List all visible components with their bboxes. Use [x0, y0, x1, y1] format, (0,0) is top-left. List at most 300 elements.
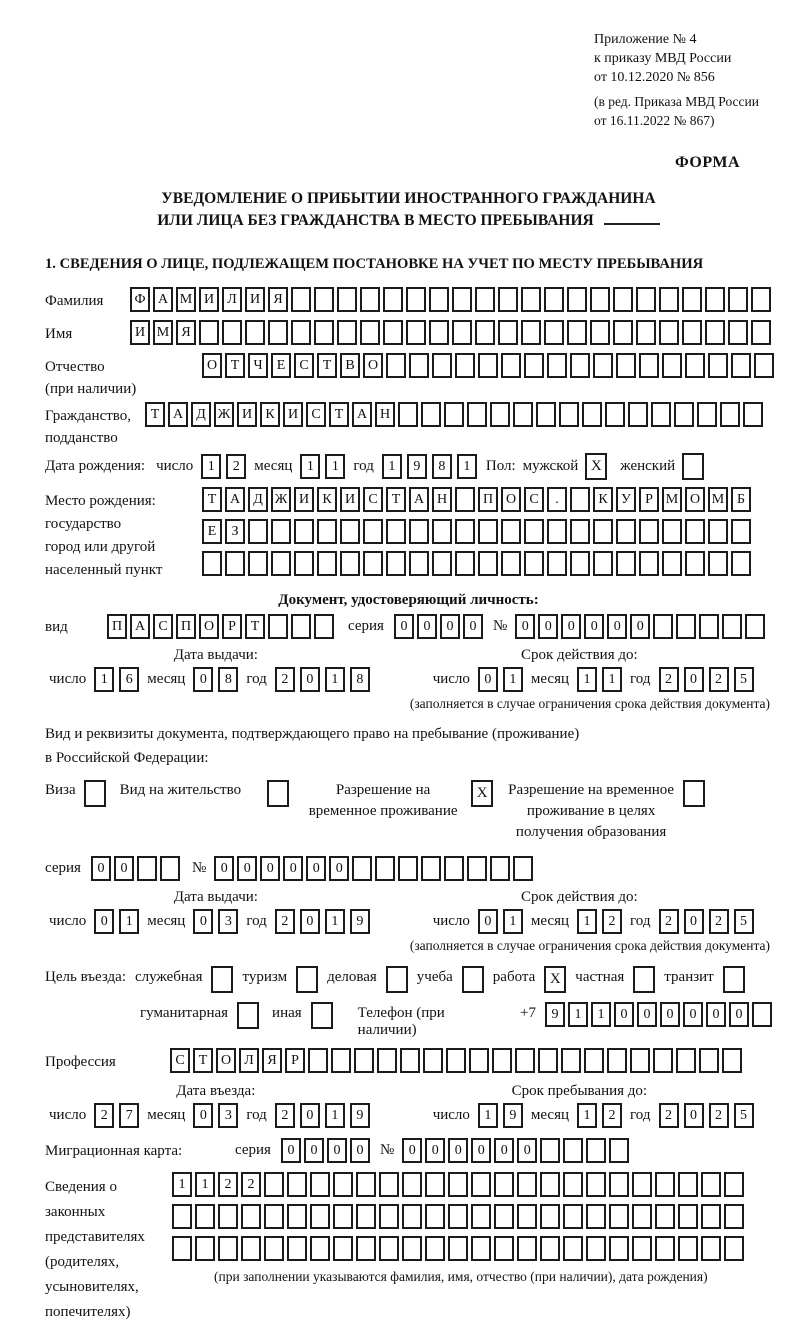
char-box[interactable]	[379, 1236, 399, 1261]
char-box[interactable]	[432, 519, 452, 544]
char-box[interactable]	[593, 519, 613, 544]
char-box[interactable]	[722, 614, 742, 639]
char-box[interactable]: Е	[271, 353, 291, 378]
char-box[interactable]: Т	[386, 487, 406, 512]
checkbox-temp-residence-education[interactable]	[683, 780, 705, 807]
char-box[interactable]	[743, 402, 763, 427]
char-box[interactable]	[400, 1048, 420, 1073]
char-box[interactable]: 0	[684, 1103, 704, 1128]
char-box[interactable]	[639, 519, 659, 544]
char-box[interactable]: 1	[172, 1172, 192, 1197]
char-box[interactable]: 2	[275, 667, 295, 692]
char-box[interactable]	[199, 320, 219, 345]
char-box[interactable]: 1	[568, 1002, 588, 1027]
char-box[interactable]: И	[294, 487, 314, 512]
char-box[interactable]	[340, 551, 360, 576]
checkbox-purpose-private[interactable]	[633, 966, 655, 993]
char-box[interactable]: 6	[119, 667, 139, 692]
char-box[interactable]: Б	[731, 487, 751, 512]
char-box[interactable]	[475, 287, 495, 312]
char-box[interactable]	[751, 320, 771, 345]
char-box[interactable]	[751, 287, 771, 312]
checkbox-residence-permit[interactable]	[267, 780, 289, 807]
char-box[interactable]: 0	[281, 1138, 301, 1163]
char-box[interactable]	[538, 1048, 558, 1073]
char-box[interactable]	[310, 1172, 330, 1197]
char-box[interactable]	[264, 1172, 284, 1197]
char-box[interactable]	[248, 551, 268, 576]
char-box[interactable]	[271, 551, 291, 576]
char-box[interactable]	[331, 1048, 351, 1073]
char-box[interactable]	[582, 402, 602, 427]
char-box[interactable]	[294, 551, 314, 576]
char-box[interactable]: 0	[561, 614, 581, 639]
char-box[interactable]: Л	[239, 1048, 259, 1073]
char-box[interactable]	[517, 1236, 537, 1261]
char-box[interactable]	[731, 519, 751, 544]
char-box[interactable]: 0	[706, 1002, 726, 1027]
char-box[interactable]: Я	[176, 320, 196, 345]
char-box[interactable]	[609, 1138, 629, 1163]
char-box[interactable]	[662, 519, 682, 544]
char-box[interactable]	[492, 1048, 512, 1073]
char-box[interactable]	[386, 519, 406, 544]
char-box[interactable]	[701, 1204, 721, 1229]
char-box[interactable]: П	[107, 614, 127, 639]
char-box[interactable]	[402, 1204, 422, 1229]
char-box[interactable]	[409, 519, 429, 544]
char-box[interactable]: 2	[241, 1172, 261, 1197]
char-box[interactable]	[632, 1236, 652, 1261]
char-box[interactable]	[517, 1172, 537, 1197]
char-box[interactable]: Ч	[248, 353, 268, 378]
char-box[interactable]	[570, 519, 590, 544]
char-box[interactable]: С	[153, 614, 173, 639]
char-box[interactable]	[570, 487, 590, 512]
char-box[interactable]	[333, 1204, 353, 1229]
char-box[interactable]: 2	[275, 909, 295, 934]
char-box[interactable]	[452, 287, 472, 312]
checkbox-temp-residence[interactable]: X	[471, 780, 493, 807]
char-box[interactable]: 7	[119, 1103, 139, 1128]
char-box[interactable]: 0	[306, 856, 326, 881]
char-box[interactable]	[720, 402, 740, 427]
char-box[interactable]: 0	[660, 1002, 680, 1027]
char-box[interactable]	[475, 320, 495, 345]
char-box[interactable]	[310, 1204, 330, 1229]
char-box[interactable]	[314, 287, 334, 312]
char-box[interactable]: О	[216, 1048, 236, 1073]
char-box[interactable]	[609, 1236, 629, 1261]
char-box[interactable]	[544, 287, 564, 312]
checkbox-visa[interactable]	[84, 780, 106, 807]
char-box[interactable]	[524, 353, 544, 378]
char-box[interactable]	[559, 402, 579, 427]
char-box[interactable]	[655, 1204, 675, 1229]
char-box[interactable]	[567, 320, 587, 345]
char-box[interactable]: Я	[268, 287, 288, 312]
char-box[interactable]	[425, 1172, 445, 1197]
char-box[interactable]: М	[176, 287, 196, 312]
char-box[interactable]	[467, 856, 487, 881]
char-box[interactable]	[333, 1172, 353, 1197]
char-box[interactable]: К	[260, 402, 280, 427]
char-box[interactable]: 9	[350, 909, 370, 934]
char-box[interactable]	[444, 402, 464, 427]
char-box[interactable]	[444, 856, 464, 881]
char-box[interactable]: Е	[202, 519, 222, 544]
char-box[interactable]: 8	[432, 454, 452, 479]
char-box[interactable]	[651, 402, 671, 427]
char-box[interactable]: О	[202, 353, 222, 378]
char-box[interactable]: 2	[226, 454, 246, 479]
char-box[interactable]: 0	[478, 909, 498, 934]
char-box[interactable]	[659, 320, 679, 345]
char-box[interactable]	[745, 614, 765, 639]
char-box[interactable]	[471, 1236, 491, 1261]
char-box[interactable]	[360, 287, 380, 312]
char-box[interactable]	[409, 551, 429, 576]
char-box[interactable]	[630, 1048, 650, 1073]
char-box[interactable]: Н	[375, 402, 395, 427]
char-box[interactable]: 9	[350, 1103, 370, 1128]
char-box[interactable]: М	[153, 320, 173, 345]
char-box[interactable]: 0	[538, 614, 558, 639]
char-box[interactable]: О	[363, 353, 383, 378]
char-box[interactable]	[271, 519, 291, 544]
char-box[interactable]: 2	[709, 667, 729, 692]
char-box[interactable]	[586, 1172, 606, 1197]
char-box[interactable]	[561, 1048, 581, 1073]
char-box[interactable]	[478, 551, 498, 576]
char-box[interactable]: 0	[478, 667, 498, 692]
char-box[interactable]	[471, 1204, 491, 1229]
char-box[interactable]: 0	[517, 1138, 537, 1163]
char-box[interactable]: К	[593, 487, 613, 512]
char-box[interactable]	[521, 287, 541, 312]
char-box[interactable]: П	[478, 487, 498, 512]
char-box[interactable]	[697, 402, 717, 427]
char-box[interactable]: В	[340, 353, 360, 378]
char-box[interactable]	[195, 1236, 215, 1261]
char-box[interactable]	[682, 287, 702, 312]
char-box[interactable]	[701, 1236, 721, 1261]
char-box[interactable]	[402, 1236, 422, 1261]
char-box[interactable]	[356, 1204, 376, 1229]
char-box[interactable]: И	[245, 287, 265, 312]
char-box[interactable]	[287, 1236, 307, 1261]
char-box[interactable]: 1	[94, 667, 114, 692]
char-box[interactable]	[540, 1138, 560, 1163]
char-box[interactable]	[471, 1172, 491, 1197]
char-box[interactable]	[584, 1048, 604, 1073]
char-box[interactable]: 1	[577, 909, 597, 934]
char-box[interactable]: 0	[684, 667, 704, 692]
char-box[interactable]: 0	[193, 1103, 213, 1128]
char-box[interactable]	[685, 353, 705, 378]
char-box[interactable]: 1	[195, 1172, 215, 1197]
char-box[interactable]	[699, 614, 719, 639]
char-box[interactable]: 2	[602, 1103, 622, 1128]
char-box[interactable]	[375, 856, 395, 881]
char-box[interactable]	[678, 1204, 698, 1229]
char-box[interactable]	[628, 402, 648, 427]
char-box[interactable]	[425, 1236, 445, 1261]
char-box[interactable]	[264, 1236, 284, 1261]
char-box[interactable]: О	[199, 614, 219, 639]
checkbox-purpose-business[interactable]	[386, 966, 408, 993]
char-box[interactable]: Р	[639, 487, 659, 512]
char-box[interactable]	[490, 856, 510, 881]
char-box[interactable]: 0	[683, 1002, 703, 1027]
char-box[interactable]: 0	[193, 909, 213, 934]
char-box[interactable]: 3	[218, 1103, 238, 1128]
char-box[interactable]	[398, 856, 418, 881]
char-box[interactable]: И	[340, 487, 360, 512]
checkbox-purpose-other[interactable]	[311, 1002, 333, 1029]
char-box[interactable]: 1	[201, 454, 221, 479]
char-box[interactable]	[701, 1172, 721, 1197]
char-box[interactable]	[540, 1204, 560, 1229]
char-box[interactable]: 1	[325, 1103, 345, 1128]
char-box[interactable]: 0	[300, 1103, 320, 1128]
char-box[interactable]: С	[294, 353, 314, 378]
char-box[interactable]: 0	[494, 1138, 514, 1163]
char-box[interactable]: 0	[729, 1002, 749, 1027]
char-box[interactable]	[469, 1048, 489, 1073]
char-box[interactable]: 1	[300, 454, 320, 479]
char-box[interactable]: 0	[584, 614, 604, 639]
char-box[interactable]	[708, 519, 728, 544]
char-box[interactable]: 1	[457, 454, 477, 479]
char-box[interactable]	[605, 402, 625, 427]
char-box[interactable]: О	[685, 487, 705, 512]
char-box[interactable]: 1	[325, 667, 345, 692]
checkbox-male[interactable]: X	[585, 453, 607, 480]
char-box[interactable]: 0	[350, 1138, 370, 1163]
char-box[interactable]	[501, 353, 521, 378]
checkbox-purpose-work[interactable]: X	[544, 966, 566, 993]
char-box[interactable]: И	[199, 287, 219, 312]
char-box[interactable]	[616, 519, 636, 544]
char-box[interactable]	[386, 353, 406, 378]
char-box[interactable]	[409, 353, 429, 378]
char-box[interactable]: М	[662, 487, 682, 512]
char-box[interactable]	[494, 1172, 514, 1197]
char-box[interactable]	[636, 287, 656, 312]
char-box[interactable]: 2	[602, 909, 622, 934]
char-box[interactable]: С	[363, 487, 383, 512]
char-box[interactable]	[448, 1236, 468, 1261]
char-box[interactable]	[513, 402, 533, 427]
char-box[interactable]: 1	[577, 667, 597, 692]
char-box[interactable]	[310, 1236, 330, 1261]
char-box[interactable]	[386, 551, 406, 576]
char-box[interactable]	[586, 1138, 606, 1163]
char-box[interactable]: З	[225, 519, 245, 544]
char-box[interactable]	[724, 1204, 744, 1229]
checkbox-female[interactable]	[682, 453, 704, 480]
char-box[interactable]: Д	[248, 487, 268, 512]
char-box[interactable]: Д	[191, 402, 211, 427]
checkbox-purpose-transit[interactable]	[723, 966, 745, 993]
char-box[interactable]: Т	[193, 1048, 213, 1073]
char-box[interactable]	[218, 1204, 238, 1229]
char-box[interactable]	[678, 1172, 698, 1197]
char-box[interactable]	[524, 519, 544, 544]
char-box[interactable]: Т	[202, 487, 222, 512]
char-box[interactable]: 1	[503, 667, 523, 692]
char-box[interactable]: 0	[114, 856, 134, 881]
char-box[interactable]: Н	[432, 487, 452, 512]
char-box[interactable]	[432, 551, 452, 576]
char-box[interactable]	[494, 1236, 514, 1261]
char-box[interactable]: .	[547, 487, 567, 512]
char-box[interactable]: А	[352, 402, 372, 427]
char-box[interactable]: Т	[317, 353, 337, 378]
char-box[interactable]	[287, 1172, 307, 1197]
char-box[interactable]	[452, 320, 472, 345]
char-box[interactable]	[429, 320, 449, 345]
char-box[interactable]: 0	[417, 614, 437, 639]
char-box[interactable]	[446, 1048, 466, 1073]
char-box[interactable]	[423, 1048, 443, 1073]
char-box[interactable]	[379, 1204, 399, 1229]
char-box[interactable]: 5	[734, 1103, 754, 1128]
char-box[interactable]	[383, 287, 403, 312]
char-box[interactable]	[593, 551, 613, 576]
char-box[interactable]: 2	[659, 667, 679, 692]
char-box[interactable]	[513, 856, 533, 881]
char-box[interactable]	[421, 402, 441, 427]
char-box[interactable]	[478, 519, 498, 544]
char-box[interactable]	[448, 1204, 468, 1229]
char-box[interactable]	[570, 551, 590, 576]
char-box[interactable]	[498, 287, 518, 312]
char-box[interactable]	[137, 856, 157, 881]
char-box[interactable]: А	[168, 402, 188, 427]
char-box[interactable]: 2	[275, 1103, 295, 1128]
char-box[interactable]: 0	[463, 614, 483, 639]
char-box[interactable]	[340, 519, 360, 544]
char-box[interactable]: 0	[637, 1002, 657, 1027]
char-box[interactable]	[268, 320, 288, 345]
char-box[interactable]	[172, 1236, 192, 1261]
char-box[interactable]: М	[708, 487, 728, 512]
char-box[interactable]: 2	[709, 1103, 729, 1128]
char-box[interactable]	[379, 1172, 399, 1197]
char-box[interactable]: Т	[225, 353, 245, 378]
char-box[interactable]	[570, 353, 590, 378]
char-box[interactable]	[524, 551, 544, 576]
char-box[interactable]	[402, 1172, 422, 1197]
char-box[interactable]: 0	[283, 856, 303, 881]
char-box[interactable]: С	[306, 402, 326, 427]
char-box[interactable]	[754, 353, 774, 378]
char-box[interactable]: 1	[325, 909, 345, 934]
char-box[interactable]	[294, 519, 314, 544]
char-box[interactable]	[429, 287, 449, 312]
checkbox-purpose-official[interactable]	[211, 966, 233, 993]
char-box[interactable]	[676, 1048, 696, 1073]
char-box[interactable]	[455, 519, 475, 544]
char-box[interactable]	[202, 551, 222, 576]
char-box[interactable]	[728, 287, 748, 312]
char-box[interactable]	[547, 519, 567, 544]
char-box[interactable]	[708, 551, 728, 576]
char-box[interactable]	[567, 287, 587, 312]
char-box[interactable]: Т	[145, 402, 165, 427]
char-box[interactable]	[172, 1204, 192, 1229]
char-box[interactable]	[540, 1236, 560, 1261]
char-box[interactable]	[659, 287, 679, 312]
char-box[interactable]	[314, 320, 334, 345]
char-box[interactable]: К	[317, 487, 337, 512]
char-box[interactable]: 0	[193, 667, 213, 692]
char-box[interactable]: А	[153, 287, 173, 312]
char-box[interactable]	[632, 1204, 652, 1229]
char-box[interactable]	[517, 1204, 537, 1229]
char-box[interactable]	[337, 287, 357, 312]
char-box[interactable]	[222, 320, 242, 345]
char-box[interactable]: 0	[327, 1138, 347, 1163]
char-box[interactable]	[291, 320, 311, 345]
char-box[interactable]: 0	[607, 614, 627, 639]
char-box[interactable]: 0	[91, 856, 111, 881]
char-box[interactable]: А	[225, 487, 245, 512]
char-box[interactable]: Р	[222, 614, 242, 639]
char-box[interactable]	[563, 1172, 583, 1197]
char-box[interactable]: А	[130, 614, 150, 639]
char-box[interactable]: 2	[659, 909, 679, 934]
char-box[interactable]	[724, 1236, 744, 1261]
char-box[interactable]: Т	[245, 614, 265, 639]
char-box[interactable]: 1	[325, 454, 345, 479]
char-box[interactable]	[655, 1236, 675, 1261]
char-box[interactable]	[678, 1236, 698, 1261]
char-box[interactable]	[248, 519, 268, 544]
char-box[interactable]: 8	[350, 667, 370, 692]
char-box[interactable]	[425, 1204, 445, 1229]
char-box[interactable]	[685, 551, 705, 576]
char-box[interactable]	[653, 1048, 673, 1073]
char-box[interactable]	[613, 287, 633, 312]
char-box[interactable]: 0	[448, 1138, 468, 1163]
char-box[interactable]	[536, 402, 556, 427]
char-box[interactable]: 1	[602, 667, 622, 692]
char-box[interactable]: И	[237, 402, 257, 427]
char-box[interactable]: 9	[503, 1103, 523, 1128]
char-box[interactable]: У	[616, 487, 636, 512]
char-box[interactable]: 0	[394, 614, 414, 639]
char-box[interactable]	[406, 320, 426, 345]
char-box[interactable]	[363, 519, 383, 544]
char-box[interactable]	[674, 402, 694, 427]
char-box[interactable]: 0	[425, 1138, 445, 1163]
checkbox-purpose-study[interactable]	[462, 966, 484, 993]
char-box[interactable]	[241, 1204, 261, 1229]
char-box[interactable]: 0	[94, 909, 114, 934]
char-box[interactable]: 2	[709, 909, 729, 934]
char-box[interactable]: 0	[300, 667, 320, 692]
char-box[interactable]	[225, 551, 245, 576]
char-box[interactable]: 0	[237, 856, 257, 881]
char-box[interactable]	[337, 320, 357, 345]
char-box[interactable]: 0	[300, 909, 320, 934]
char-box[interactable]	[685, 519, 705, 544]
char-box[interactable]: 1	[577, 1103, 597, 1128]
char-box[interactable]	[291, 287, 311, 312]
